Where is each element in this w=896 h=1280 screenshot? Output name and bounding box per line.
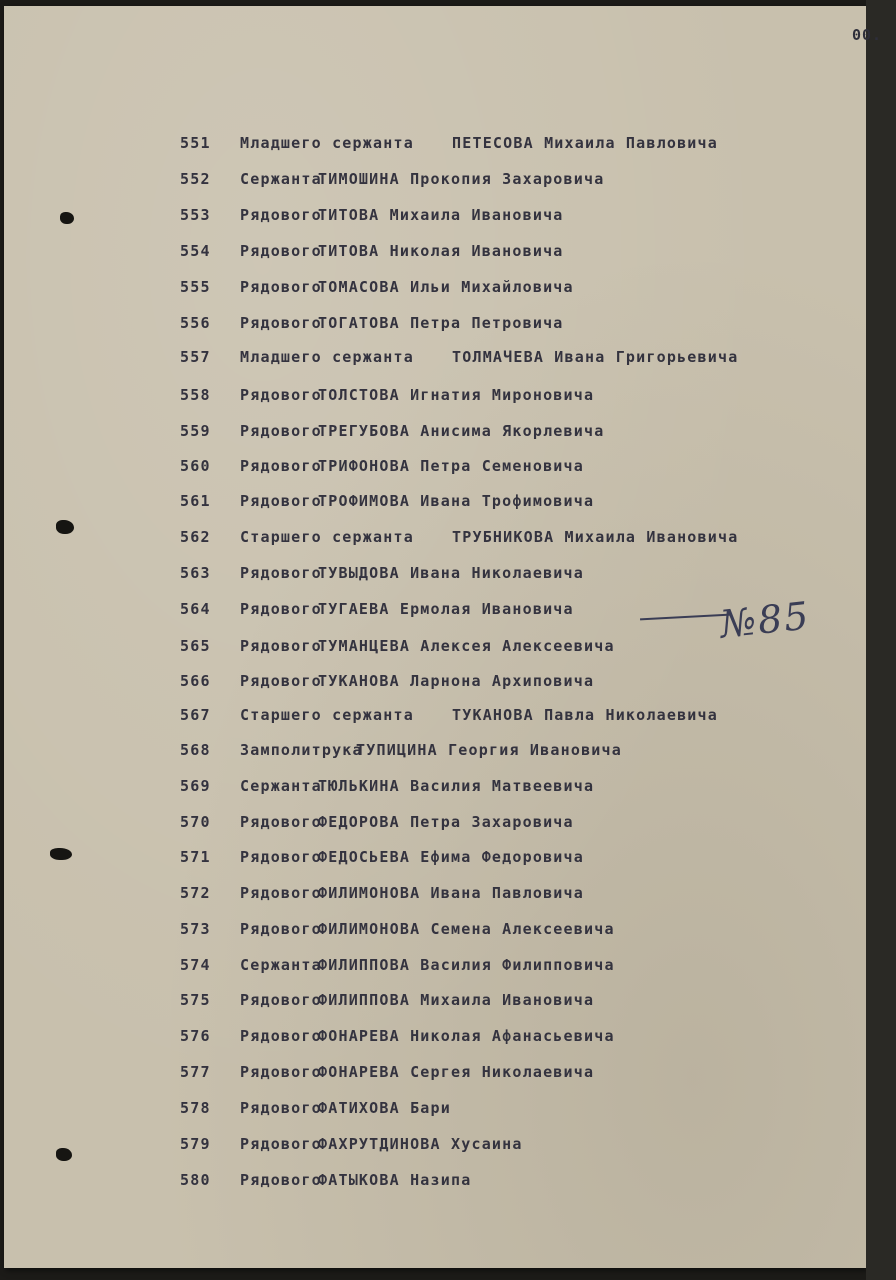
page-number: 00.	[852, 26, 883, 44]
punch-hole	[56, 520, 74, 534]
entry-name: ТУГАЕВА Ермолая Ивановича	[318, 600, 574, 618]
entry-rank: Рядового	[240, 637, 322, 655]
entry-rank: Рядового	[240, 206, 322, 224]
entry-number: 564	[180, 600, 211, 618]
entry-number: 579	[180, 1135, 211, 1153]
entry-number: 562	[180, 528, 211, 546]
entry-rank: Рядового	[240, 920, 322, 938]
entry-rank: Рядового	[240, 314, 322, 332]
entry-name: ПЕТЕСОВА Михаила Павловича	[452, 134, 718, 152]
entry-rank: Рядового	[240, 422, 322, 440]
entry-name: ТРУБНИКОВА Михаила Ивановича	[452, 528, 739, 546]
entry-rank: Старшего сержанта	[240, 528, 414, 546]
entry-number: 565	[180, 637, 211, 655]
entry-name: ТИТОВА Николая Ивановича	[318, 242, 564, 260]
entry-name: ФАТЫКОВА Назипа	[318, 1171, 472, 1189]
entry-rank: Рядового	[240, 813, 322, 831]
entry-number: 576	[180, 1027, 211, 1045]
entry-number: 573	[180, 920, 211, 938]
entry-rank: Рядового	[240, 1027, 322, 1045]
entry-number: 552	[180, 170, 211, 188]
entry-name: ТОЛМАЧЕВА Ивана Григорьевича	[452, 348, 739, 366]
entry-rank: Рядового	[240, 848, 322, 866]
entry-number: 572	[180, 884, 211, 902]
entry-name: ТРЕГУБОВА Анисима Якорлевича	[318, 422, 605, 440]
entry-rank: Рядового	[240, 457, 322, 475]
entry-rank: Сержанта	[240, 170, 322, 188]
entry-number: 561	[180, 492, 211, 510]
entry-name: ТРОФИМОВА Ивана Трофимовича	[318, 492, 595, 510]
entry-number: 571	[180, 848, 211, 866]
entry-number: 558	[180, 386, 211, 404]
entry-name: ТРИФОНОВА Петра Семеновича	[318, 457, 584, 475]
punch-hole	[50, 848, 72, 860]
entry-name: ТУПИЦИНА Георгия Ивановича	[356, 741, 622, 759]
entry-name: ФИЛИППОВА Василия Филипповича	[318, 956, 615, 974]
entry-rank: Рядового	[240, 564, 322, 582]
entry-rank: Рядового	[240, 1135, 322, 1153]
entry-name: ТУВЫДОВА Ивана Николаевича	[318, 564, 584, 582]
punch-hole	[56, 1148, 72, 1161]
entry-name: ФЕДОСЬЕВА Ефима Федоровича	[318, 848, 584, 866]
entry-number: 551	[180, 134, 211, 152]
scan-border	[866, 0, 896, 1280]
entry-number: 569	[180, 777, 211, 795]
entry-number: 556	[180, 314, 211, 332]
entry-rank: Младшего сержанта	[240, 348, 414, 366]
entry-number: 553	[180, 206, 211, 224]
entry-number: 563	[180, 564, 211, 582]
entry-rank: Рядового	[240, 672, 322, 690]
entry-name: ТИМОШИНА Прокопия Захаровича	[318, 170, 605, 188]
entry-name: ТОГАТОВА Петра Петровича	[318, 314, 564, 332]
punch-hole	[60, 212, 74, 224]
entry-rank: Рядового	[240, 1171, 322, 1189]
entry-number: 577	[180, 1063, 211, 1081]
entry-number: 560	[180, 457, 211, 475]
entry-rank: Сержанта	[240, 956, 322, 974]
entry-name: ФИЛИМОНОВА Ивана Павловича	[318, 884, 584, 902]
entry-name: ТОМАСОВА Ильи Михайловича	[318, 278, 574, 296]
entry-name: ТИТОВА Михаила Ивановича	[318, 206, 564, 224]
entry-rank: Рядового	[240, 600, 322, 618]
entry-name: ФОНАРЕВА Сергея Николаевича	[318, 1063, 595, 1081]
entry-name: ТОЛСТОВА Игнатия Мироновича	[318, 386, 595, 404]
entry-name: ТУКАНОВА Ларнона Архиповича	[318, 672, 595, 690]
handwritten-note: №85	[717, 593, 813, 647]
entry-number: 566	[180, 672, 211, 690]
entry-name: ФИЛИППОВА Михаила Ивановича	[318, 991, 595, 1009]
entry-number: 568	[180, 741, 211, 759]
entry-rank: Замполитрука	[240, 741, 363, 759]
entry-number: 575	[180, 991, 211, 1009]
entry-name: ФОНАРЕВА Николая Афанасьевича	[318, 1027, 615, 1045]
entry-number: 574	[180, 956, 211, 974]
entry-rank: Старшего сержанта	[240, 706, 414, 724]
entry-number: 555	[180, 278, 211, 296]
entry-name: ФЕДОРОВА Петра Захаровича	[318, 813, 574, 831]
entry-rank: Рядового	[240, 884, 322, 902]
entry-rank: Рядового	[240, 492, 322, 510]
entry-rank: Рядового	[240, 1099, 322, 1117]
entry-number: 580	[180, 1171, 211, 1189]
entry-rank: Рядового	[240, 278, 322, 296]
entry-rank: Рядового	[240, 386, 322, 404]
entry-rank: Рядового	[240, 242, 322, 260]
entry-name: ФИЛИМОНОВА Семена Алексеевича	[318, 920, 615, 938]
entry-number: 554	[180, 242, 211, 260]
entry-number: 559	[180, 422, 211, 440]
entry-number: 557	[180, 348, 211, 366]
entry-number: 570	[180, 813, 211, 831]
entry-rank: Младшего сержанта	[240, 134, 414, 152]
entry-name: ФАХРУТДИНОВА Хусаина	[318, 1135, 523, 1153]
entry-name: ФАТИХОВА Бари	[318, 1099, 451, 1117]
entry-number: 567	[180, 706, 211, 724]
entry-name: ТУКАНОВА Павла Николаевича	[452, 706, 718, 724]
entry-number: 578	[180, 1099, 211, 1117]
entry-name: ТУМАНЦЕВА Алексея Алексеевича	[318, 637, 615, 655]
entry-name: ТЮЛЬКИНА Василия Матвеевича	[318, 777, 595, 795]
entry-rank: Сержанта	[240, 777, 322, 795]
entry-rank: Рядового	[240, 1063, 322, 1081]
entry-rank: Рядового	[240, 991, 322, 1009]
